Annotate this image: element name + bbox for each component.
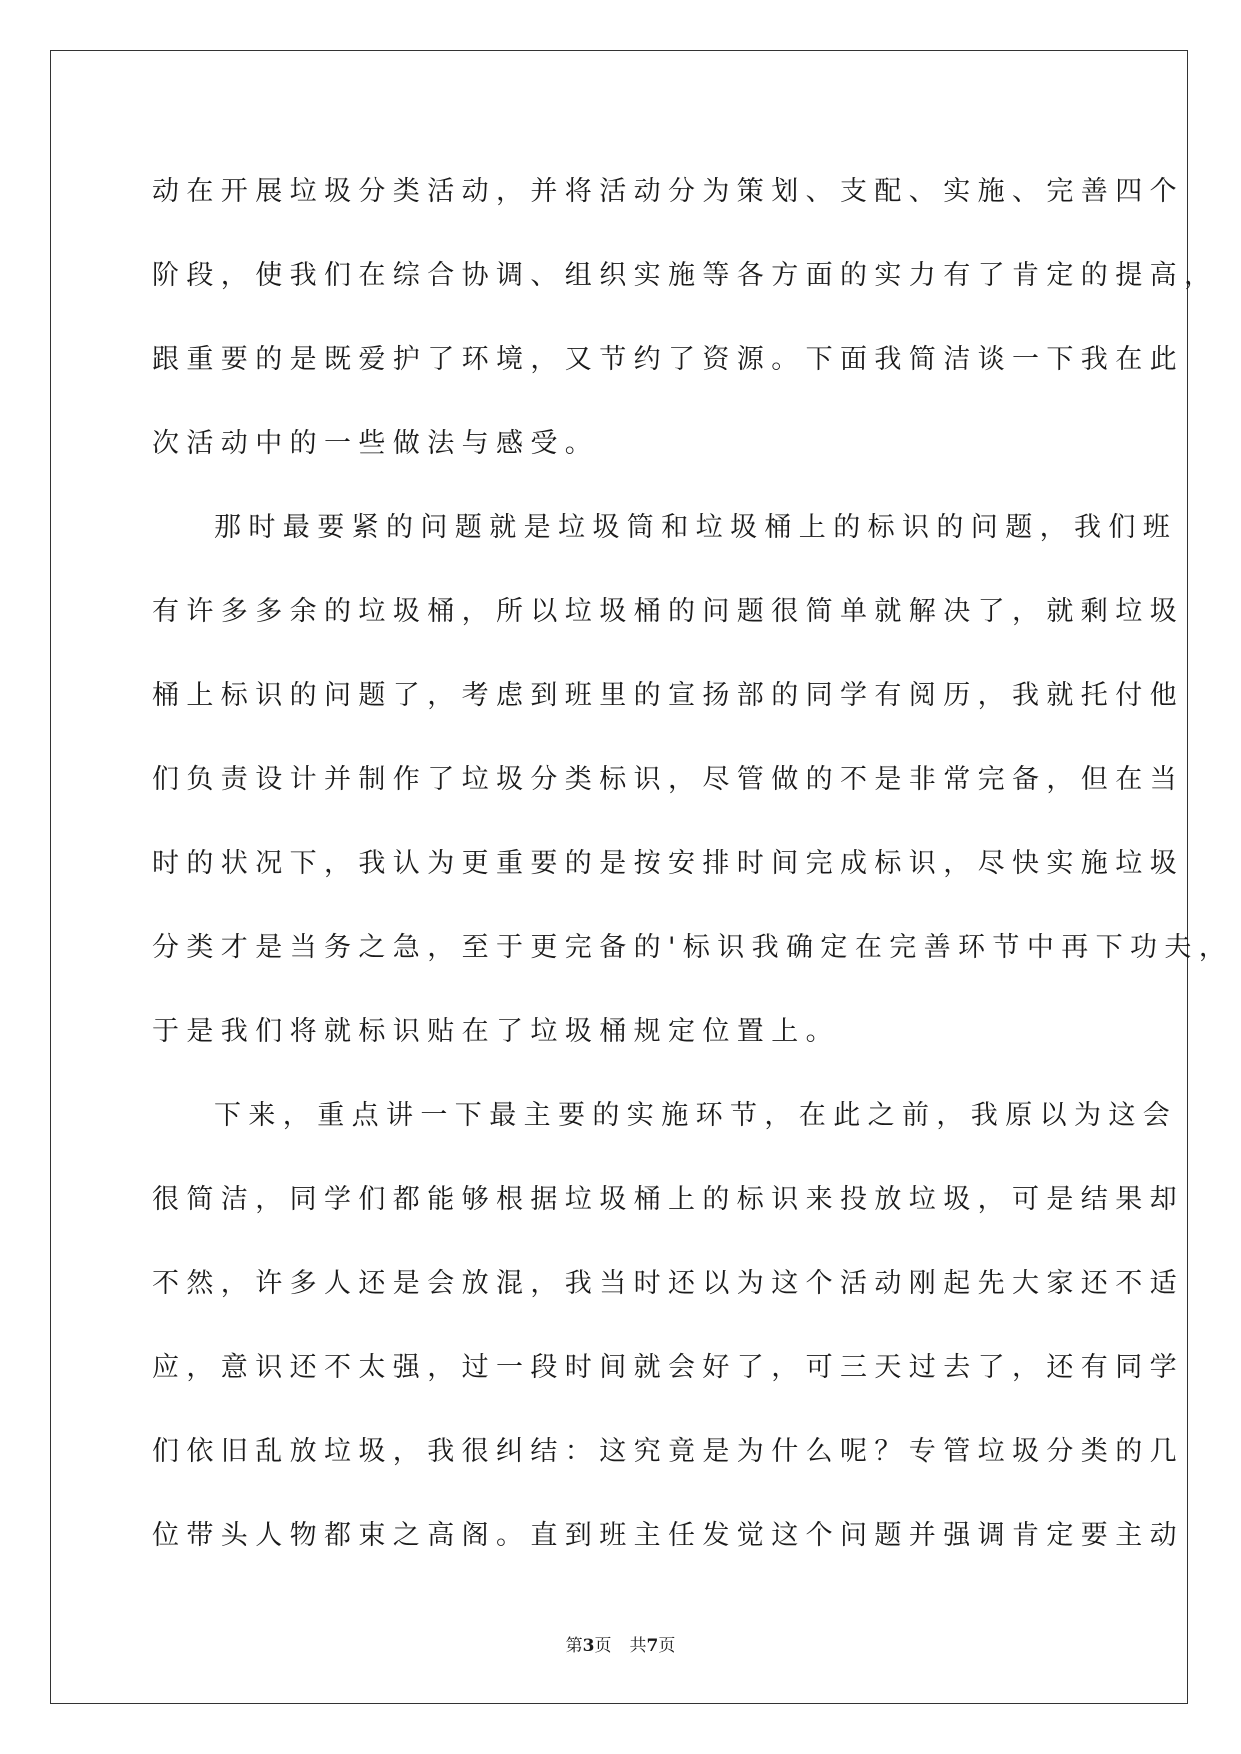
total-prefix: 共	[629, 1636, 647, 1656]
text-line: 跟重要的是既爱护了环境，又节约了资源。下面我简洁谈一下我在此	[152, 344, 1184, 375]
paragraph-first-line: 那时最要紧的问题就是垃圾筒和垃圾桶上的标识的问题，我们班	[214, 512, 1178, 543]
page-number: 3	[582, 1636, 595, 1656]
text-line: 于是我们将就标识贴在了垃圾桶规定位置上。	[152, 1016, 840, 1047]
page-footer	[0, 1631, 1241, 1656]
text-line: 位带头人物都束之高阁。直到班主任发觉这个问题并强调肯定要主动	[152, 1520, 1184, 1551]
text-line: 有许多多余的垃圾桶，所以垃圾桶的问题很简单就解决了，就剩垃圾	[152, 596, 1184, 627]
document-body	[152, 165, 1234, 1593]
text-line: 应，意识还不太强，过一段时间就会好了，可三天过去了，还有同学	[152, 1352, 1184, 1383]
total-suffix: 页	[658, 1636, 676, 1656]
text-line: 不然，许多人还是会放混，我当时还以为这个活动刚起先大家还不适	[152, 1268, 1184, 1299]
paragraph-first-line: 下来，重点讲一下最主要的实施环节，在此之前，我原以为这会	[214, 1100, 1178, 1131]
page-prefix: 第	[565, 1636, 583, 1656]
text-line: 分类才是当务之急，至于更完备的'标识我确定在完善环节中再下功夫，	[152, 932, 1234, 963]
page-suffix: 页	[594, 1636, 612, 1656]
text-line: 很简洁，同学们都能够根据垃圾桶上的标识来投放垃圾，可是结果却	[152, 1184, 1184, 1215]
text-line: 桶上标识的问题了，考虑到班里的宣扬部的同学有阅历，我就托付他	[152, 680, 1184, 711]
total-pages: 7	[646, 1636, 659, 1656]
text-line: 们依旧乱放垃圾，我很纠结：这究竟是为什么呢？专管垃圾分类的几	[152, 1436, 1184, 1467]
text-line: 动在开展垃圾分类活动，并将活动分为策划、支配、实施、完善四个	[152, 176, 1184, 207]
text-line: 时的状况下，我认为更重要的是按安排时间完成标识，尽快实施垃圾	[152, 848, 1184, 879]
text-line: 阶段，使我们在综合协调、组织实施等各方面的实力有了肯定的提高，	[152, 260, 1219, 291]
text-line: 次活动中的一些做法与感受。	[152, 428, 600, 459]
text-line: 们负责设计并制作了垃圾分类标识，尽管做的不是非常完备，但在当	[152, 764, 1184, 795]
